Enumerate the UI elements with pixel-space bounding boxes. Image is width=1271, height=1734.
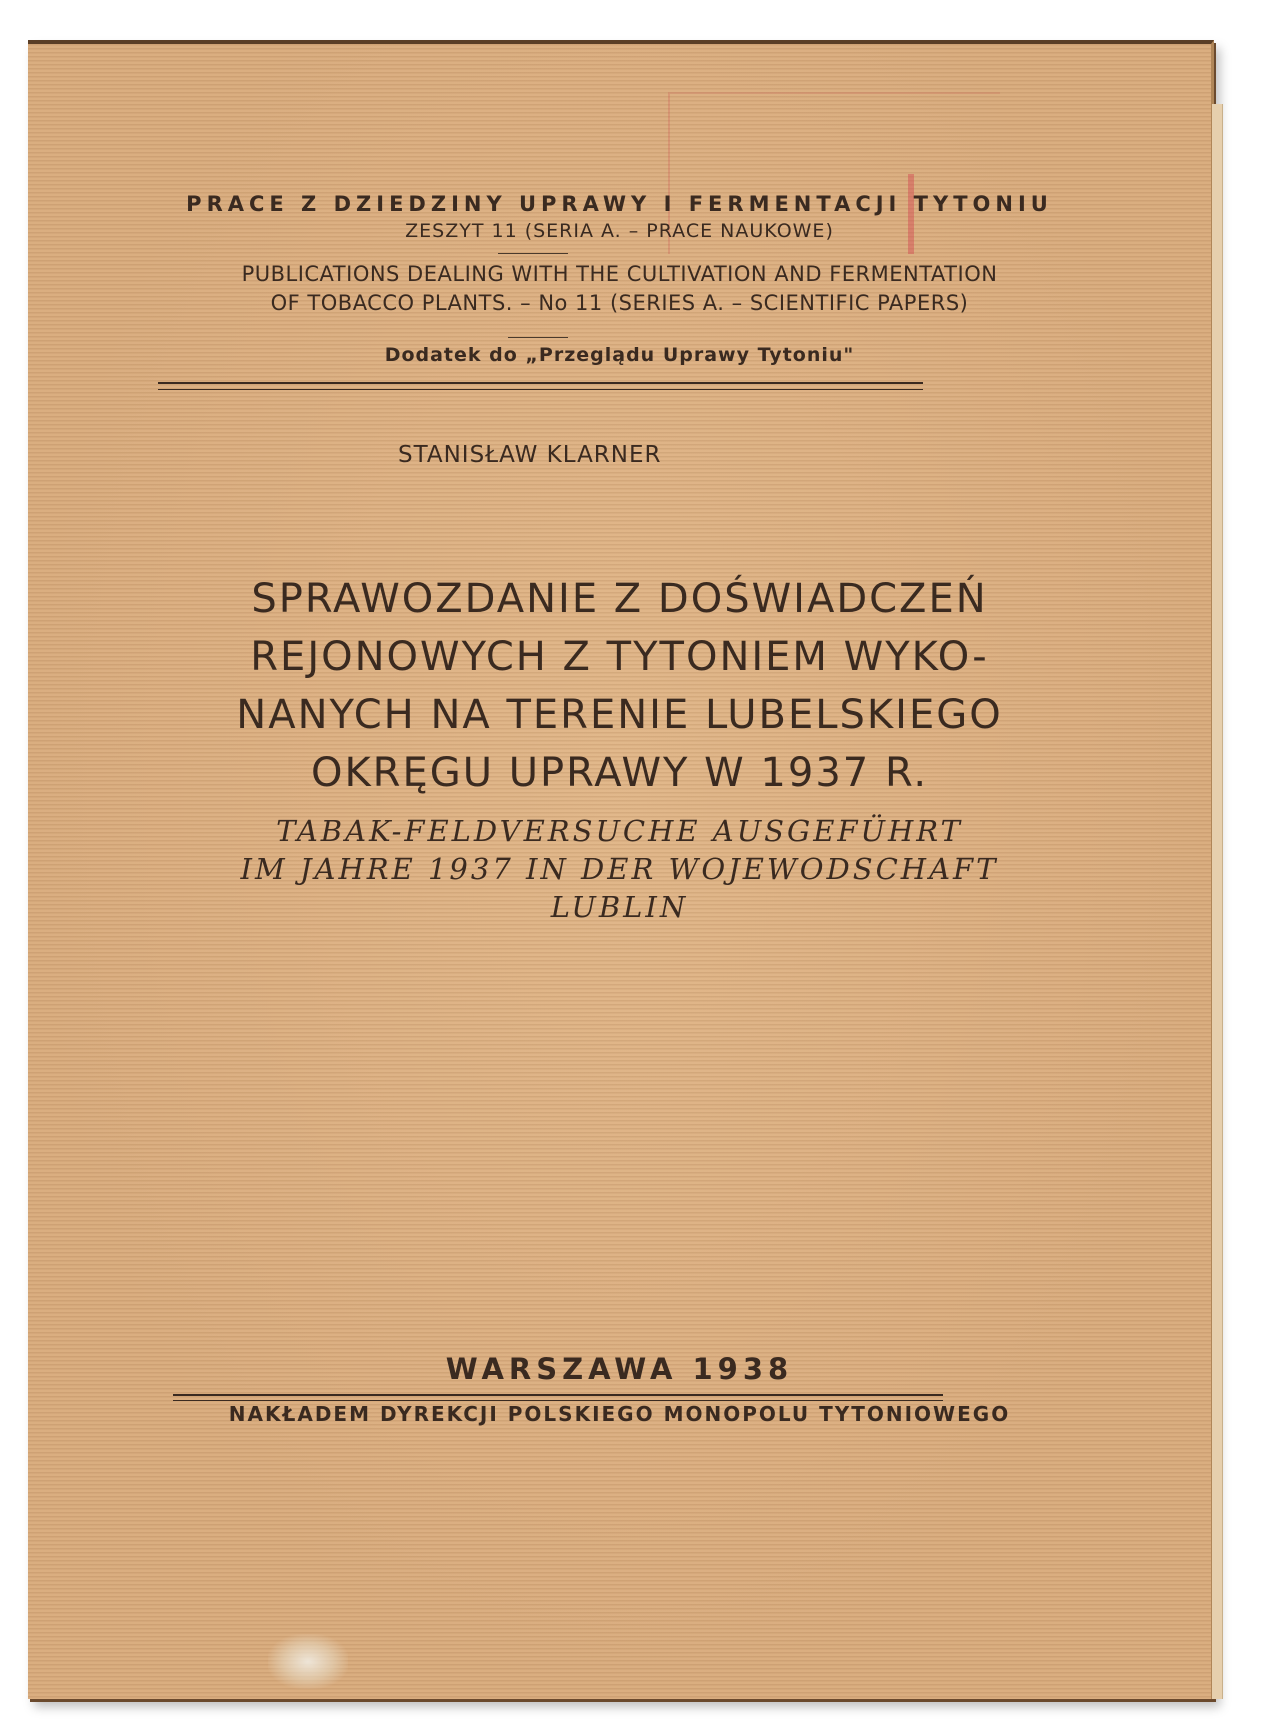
title-line: SPRAWOZDANIE Z DOŚWIADCZEŃ xyxy=(251,576,988,622)
book-cover xyxy=(28,40,1214,1699)
title-line: OKRĘGU UPRAWY W 1937 R. xyxy=(310,750,929,796)
supplement-note: Dodatek do „Przeglądu Uprawy Tytoniu" xyxy=(384,344,855,366)
series-title-polish: PRACE Z DZIEDZINY UPRAWY I FERMENTACJI TYTONIU xyxy=(186,192,1053,216)
main-title xyxy=(28,570,1211,802)
german-title-line: TABAK-FELDVERSUCHE AUSGEFÜHRT xyxy=(276,814,963,848)
short-divider xyxy=(508,337,568,338)
series-english-line: OF TOBACCO PLANTS. – No 11 (SERIES A. – SCIENTIFIC PAPERS) xyxy=(270,291,969,315)
short-divider xyxy=(498,253,568,254)
header-rule xyxy=(158,382,923,390)
title-line: NANYCH NA TERENIE LUBELSKIEGO xyxy=(236,692,1003,738)
place-year: WARSZAWA 1938 xyxy=(445,1352,794,1386)
series-issue-polish: ZESZYT 11 (SERIA A. – PRACE NAUKOWE) xyxy=(405,220,834,242)
publisher: NAKŁADEM DYREKCJI POLSKIEGO MONOPOLU TYTONIOWEGO xyxy=(228,1402,1011,1426)
title-line: REJONOWYCH Z TYTONIEM WYKO- xyxy=(250,634,989,680)
german-title-line: LUBLIN xyxy=(550,890,689,924)
author-name: STANISŁAW KLARNER xyxy=(398,442,662,468)
german-title xyxy=(28,812,1211,926)
series-title-english xyxy=(28,260,1211,318)
german-title-line: IM JAHRE 1937 IN DER WOJEWODSCHAFT xyxy=(240,852,999,886)
page-edges xyxy=(1212,104,1223,1699)
worn-spot xyxy=(268,1634,348,1689)
series-english-line: PUBLICATIONS DEALING WITH THE CULTIVATION AND FERMENTATION xyxy=(241,262,998,286)
imprint-rule xyxy=(173,1394,943,1401)
